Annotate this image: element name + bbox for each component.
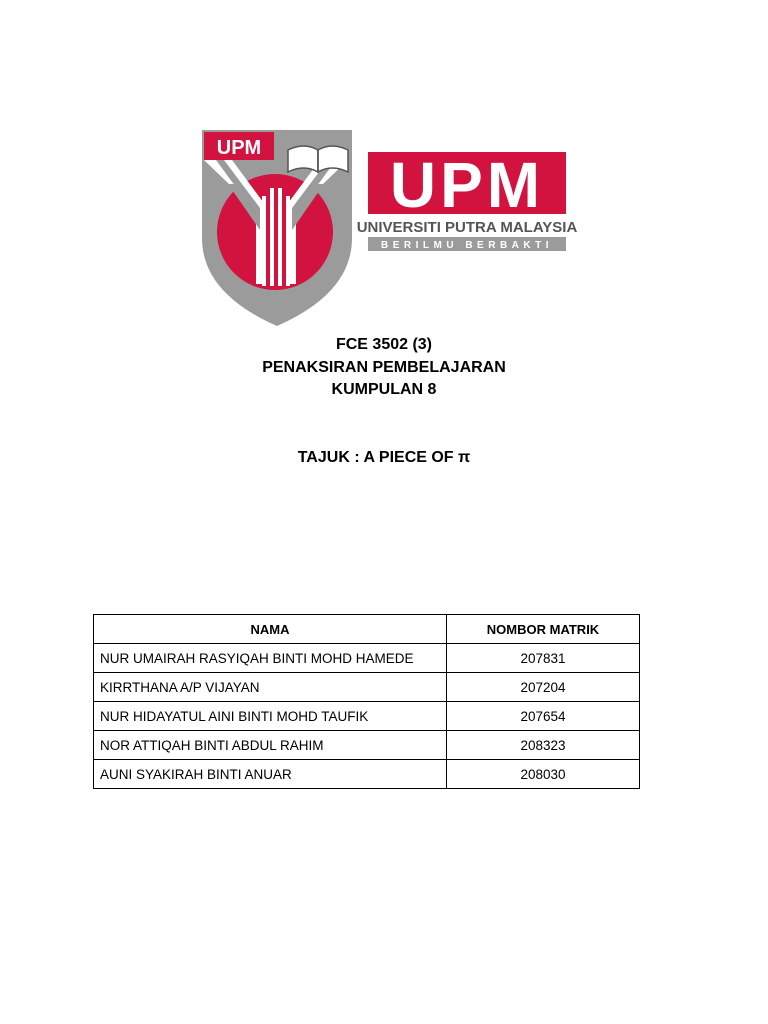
- table-row: [94, 760, 640, 789]
- column-header-matric: NOMBOR MATRIK: [447, 615, 640, 644]
- member-name: AUNI SYAKIRAH BINTI ANUAR: [94, 760, 447, 789]
- column-header-name: NAMA: [94, 615, 447, 644]
- member-name: NUR UMAIRAH RASYIQAH BINTI MOHD HAMEDE: [94, 644, 447, 673]
- logo-acronym: UPM: [389, 149, 545, 221]
- title-block: [0, 334, 768, 402]
- member-name: KIRRTHANA A/P VIJAYAN: [94, 673, 447, 702]
- university-name: UNIVERSITI PUTRA MALAYSIA: [356, 219, 578, 236]
- group-name: KUMPULAN 8: [331, 381, 437, 398]
- book-icon: [288, 146, 348, 172]
- table-row: [94, 702, 640, 731]
- upm-logo: [168, 88, 598, 332]
- member-name: NOR ATTIQAH BINTI ABDUL RAHIM: [94, 731, 447, 760]
- table-row: [94, 644, 640, 673]
- member-matric: 208323: [447, 731, 640, 760]
- member-matric: 207654: [447, 702, 640, 731]
- table-row: [94, 731, 640, 760]
- member-matric: 207831: [447, 644, 640, 673]
- course-name: PENAKSIRAN PEMBELAJARAN: [262, 358, 506, 376]
- topic-title: TAJUK : A PIECE OF π: [297, 449, 471, 466]
- member-matric: 207204: [447, 673, 640, 702]
- badge-text: UPM: [216, 137, 262, 159]
- member-name: NUR HIDAYATUL AINI BINTI MOHD TAUFIK: [94, 702, 447, 731]
- motto: BERILMU BERBAKTI: [381, 240, 553, 251]
- member-matric: 208030: [447, 760, 640, 789]
- table-row: [94, 673, 640, 702]
- course-code: FCE 3502 (3): [335, 336, 433, 353]
- members-table: [93, 614, 640, 789]
- table-header-row: [94, 615, 640, 644]
- upm-crest-logo: [168, 88, 598, 332]
